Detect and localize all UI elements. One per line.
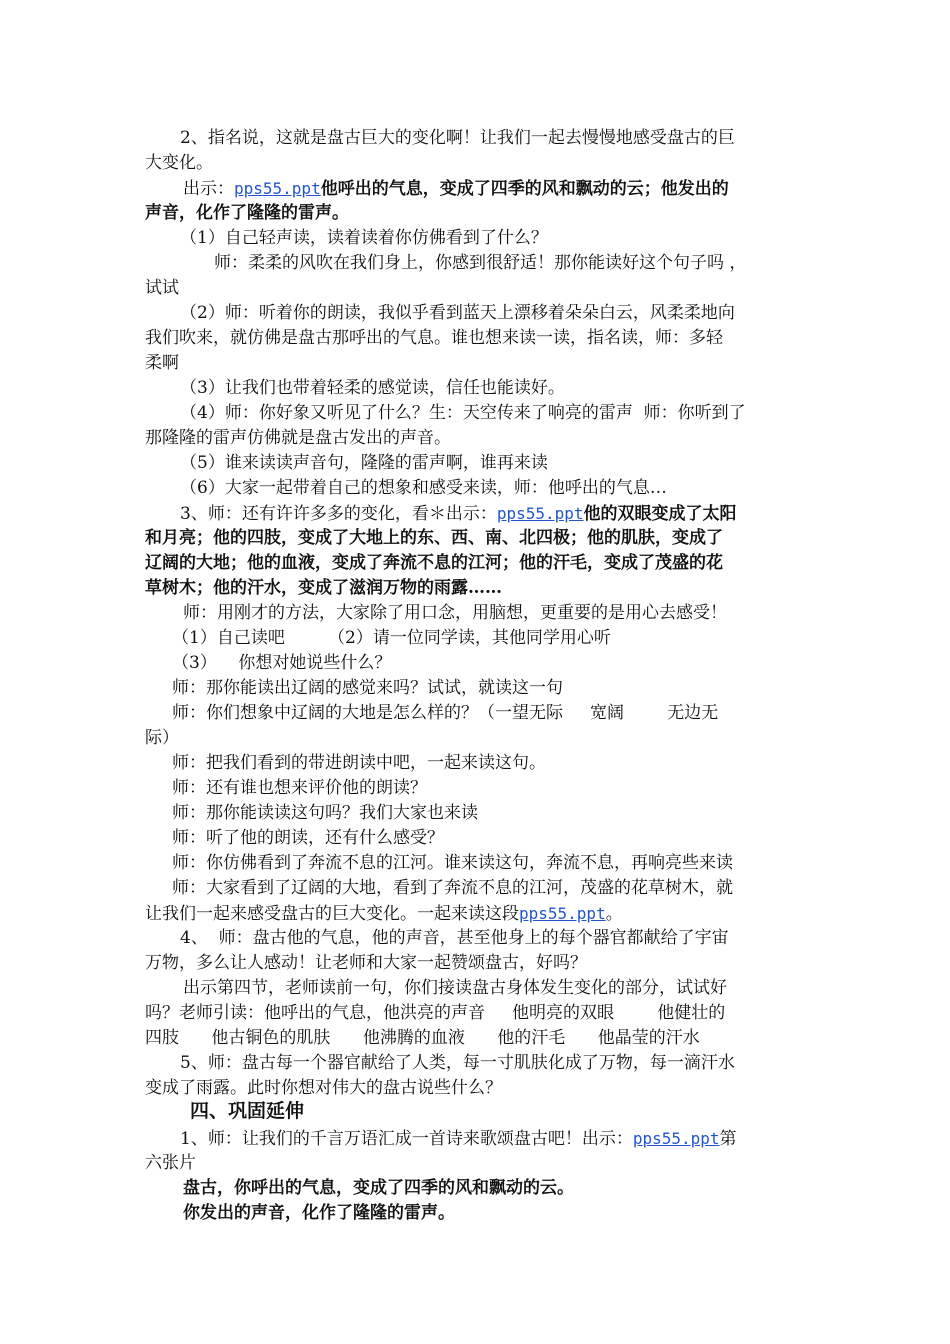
paragraph-line: 和月亮；他的四肢，变成了大地上的东、西、南、北四极；他的肌肤，变成了 <box>145 528 723 548</box>
paragraph-line: （3）让我们也带着轻柔的感觉读，信任也能读好。 <box>180 378 565 398</box>
paragraph-line: 声音，化作了隆隆的雷声。 <box>145 203 349 223</box>
paragraph-line: （2）师：听着你的朗读，我似乎看到蓝天上漂移着朵朵白云，风柔柔地向 <box>180 303 735 323</box>
ppt-link[interactable]: pps55.ppt <box>519 904 606 923</box>
ppt-link[interactable]: pps55.ppt <box>632 1129 720 1148</box>
paragraph-line: 草树木；他的汗水，变成了滋润万物的雨露…… <box>145 578 502 598</box>
paragraph-line: 万物，多么让人感动！让老师和大家一起赞颂盘古，好吗？ <box>145 953 587 973</box>
paragraph-line: （3） 你想对她说些什么？ <box>172 653 392 673</box>
paragraph-line: （5）谁来读读声音句，隆隆的雷声啊，谁再来读 <box>180 453 548 473</box>
ppt-link[interactable]: pps55.ppt <box>496 504 584 523</box>
paragraph-line: 大变化。 <box>145 153 213 173</box>
poem-line: 盘古，你呼出的气息，变成了四季的风和飘动的云。 <box>183 1178 574 1198</box>
paragraph-line: 师：你仿佛看到了奔流不息的江河。谁来读这句，奔流不息，再响亮些来读 <box>172 853 733 873</box>
paragraph-line: 5、师：盘古每一个器官献给了人类，每一寸肌肤化成了万物，每一滴汗水 <box>180 1053 735 1073</box>
paragraph-line: 师：柔柔的风吹在我们身上，你感到很舒适！那你能读好这个句子吗 ， <box>214 253 747 273</box>
paragraph-line: 柔啊 <box>145 353 179 373</box>
paragraph-line: （4）师：你好象又听见了什么？生：天空传来了响亮的雷声 师：你听到了 <box>180 403 746 423</box>
paragraph-line: （1）自己轻声读，读着读着你仿佛看到了什么？ <box>180 228 548 248</box>
paragraph-line: 六张片 <box>145 1153 196 1173</box>
paragraph-line: 师：听了他的朗读，还有什么感受？ <box>172 828 444 848</box>
paragraph-line: 让我们一起来感受盘古的巨大变化。一起来读这段pps55.ppt。 <box>145 904 623 924</box>
paragraph-line: 4、 师：盘古他的气息，他的声音，甚至他身上的每个器官都献给了宇宙 <box>180 928 729 948</box>
paragraph-line: 我们吹来，就仿佛是盘古那呼出的气息。谁也想来读一读，指名读，师：多轻 <box>145 328 723 348</box>
paragraph-line: 吗？老师引读：他呼出的气息，他洪亮的声音 他明亮的双眼 他健壮的 <box>145 1003 726 1023</box>
paragraph-line: 师：用刚才的方法，大家除了用口念，用脑想，更重要的是用心去感受！ <box>183 603 727 623</box>
paragraph-line: 师：那你能读读这句吗？我们大家也来读 <box>172 803 478 823</box>
paragraph-line: 试试 <box>145 278 179 298</box>
poem-line: 你发出的声音，化作了隆隆的雷声。 <box>183 1203 455 1223</box>
paragraph-line: 师：那你能读出辽阔的感觉来吗？试试，就读这一句 <box>172 678 563 698</box>
paragraph-line: （6）大家一起带着自己的想象和感受来读，师：他呼出的气息… <box>180 478 667 498</box>
paragraph-line: 师：你们想象中辽阔的大地是怎么样的？（一望无际 宽阔 无边无 <box>172 703 719 723</box>
paragraph-line: 师：大家看到了辽阔的大地，看到了奔流不息的江河，茂盛的花草树木，就 <box>172 878 733 898</box>
paragraph-line: 出示第四节，老师读前一句，你们接读盘古身体发生变化的部分，试试好 <box>183 978 727 998</box>
paragraph-line: 师：把我们看到的带进朗读中吧，一起来读这句。 <box>172 753 546 773</box>
paragraph-line: 3、师：还有许许多多的变化，看＊出示：pps55.ppt他的双眼变成了太阳 <box>180 504 737 524</box>
paragraph-line: 辽阔的大地；他的血液，变成了奔流不息的江河；他的汗毛，变成了茂盛的花 <box>145 553 723 573</box>
paragraph-line: 那隆隆的雷声仿佛就是盘古发出的声音。 <box>145 428 451 448</box>
paragraph-line: 1、师：让我们的千言万语汇成一首诗来歌颂盘古吧！出示：pps55.ppt第 <box>180 1129 737 1149</box>
paragraph-line: 变成了雨露。此时你想对伟大的盘古说些什么？ <box>145 1078 502 1098</box>
ppt-link[interactable]: pps55.ppt <box>234 179 321 198</box>
paragraph-line: （1）自己读吧 （2）请一位同学读，其他同学用心听 <box>172 628 611 648</box>
section-heading: 四、巩固延伸 <box>190 1100 305 1122</box>
paragraph-line: 际） <box>145 728 179 748</box>
paragraph-line: 四肢 他古铜色的肌肤 他沸腾的血液 他的汗毛 他晶莹的汗水 <box>145 1028 700 1048</box>
paragraph-line: 师：还有谁也想来评价他的朗读？ <box>172 778 427 798</box>
paragraph-line: 2、指名说，这就是盘古巨大的变化啊！让我们一起去慢慢地感受盘古的巨 <box>180 128 735 148</box>
paragraph-line: 出示：pps55.ppt他呼出的气息，变成了四季的风和飘动的云；他发出的 <box>183 179 729 199</box>
